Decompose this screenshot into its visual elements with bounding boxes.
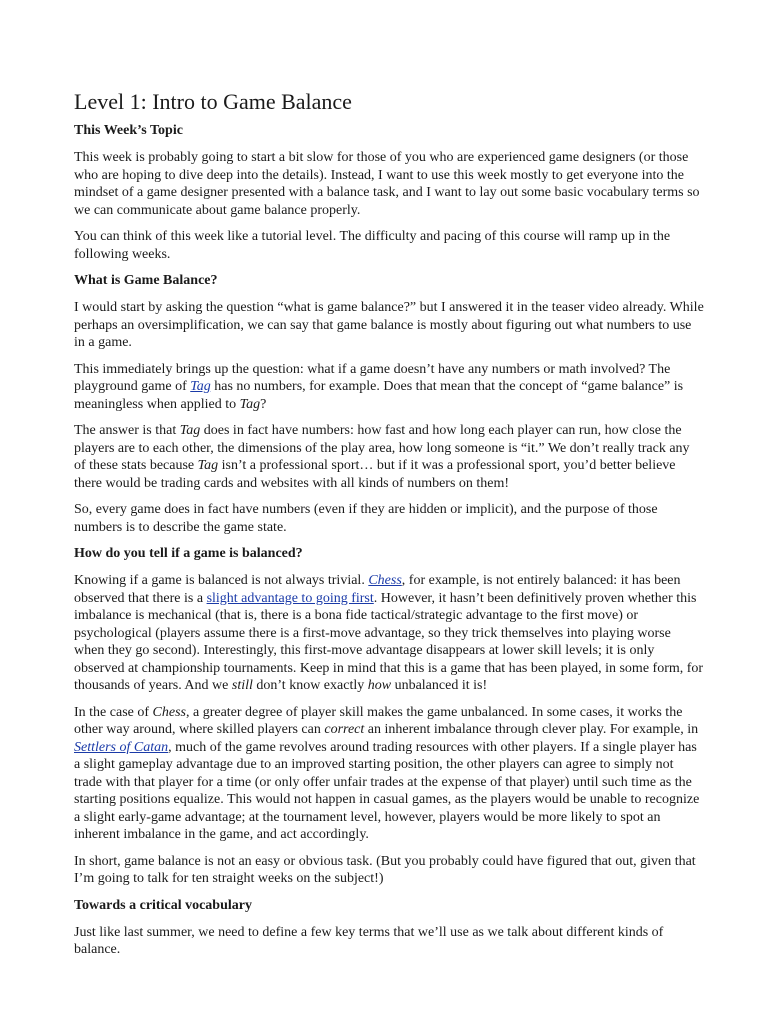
text-run: does in fact have numbers: how fast and how long each player can run, how close the players are to each other, the dimensions of the play area, how long someone is “it.” We don’t really track any of these stats because [74,423,690,473]
emphasis-chess: Chess [152,704,186,720]
text-run: , much of the game revolves around trading resources with other players. If a single player has a slight gameplay advantage due to an improved starting position, the other players can agree to simply not trade with that player for a time (or only offer unfair trades at the expense of that player) until such time as the starting positions equalize. This would not happen in casual games, as the players would be unable to recognize a slight early-game advantage; at the tournament level, however, players would be more likely to spot an inherent imbalance in the game, and act accordingly. [74,739,700,842]
text-run: don’t know exactly [252,678,368,693]
section-heading-this-weeks-topic: This Week’s Topic [74,123,183,138]
section-heading-what-is-game-balance: What is Game Balance? [74,273,218,288]
paragraph [74,422,704,492]
tag-link-text: Tag [190,379,211,394]
emphasis-correct: correct [324,722,365,737]
paragraph: So, every game does in fact have numbers (even if they are hidden or implicit), and the purpose of those numbers is to describe the game state. [74,502,658,535]
emphasis-tag: Tag [197,458,219,473]
paragraph: This week is probably going to start a bit slow for those of you who are experienced game designers (or those who are hoping to dive deep into the details). Instead, I want to use this week mostly to get everyone into the mindset of a game designer presented with a balance task, and I want to lay out some basic vocabulary terms so we can communicate about game balance properly. [74,150,700,218]
text-run: This immediately brings up the question: what if a game doesn’t have any numbers or math involved? The playground game of [74,361,671,394]
paragraph: In short, game balance is not an easy or obvious task. (But you probably could have figured that out, given that I’m going to talk for ten straight weeks on the subject!) [74,853,696,886]
text-run: . However, it hasn’t been definitively proven whether this imbalance is mechanical (that is, there is a bona fide tactical/strategic advantage to the first move) or psychological (players assume there is a first-move advantage, so they trick themselves into playing worse when they go second). Interestingly, this first-move advantage disappears at lower skill levels; it is only observed at championship tournaments. Keep in mind that this is a game that has been played, in some form, for thousands of years. And we [74,590,704,693]
text-run: an inherent imbalance through clever play. For example, in [364,722,699,737]
text-run: unbalanced it is! [391,678,488,693]
document-page [74,88,704,968]
paragraph [74,361,704,414]
emphasis-tag: Tag [239,396,261,412]
paragraph: I would start by asking the question “what is game balance?” but I answered it in the teaser video already. While perhaps an oversimplification, we can say that game balance is mostly about figuring out what numbers to use in a game. [74,300,704,350]
text-run: , a greater degree of player skill makes the game unbalanced. In some cases, it works the other way around, where skilled players can [74,704,683,737]
chess-link[interactable] [368,573,401,588]
section-heading-how-to-tell-balanced: How do you tell if a game is balanced? [74,546,303,561]
emphasis-still: still [231,678,253,693]
text-run: , for example, is not entirely balanced: it has been observed that there is a [74,573,681,606]
emphasis-tag: Tag [179,423,201,438]
paragraph [74,704,704,844]
settlers-of-catan-link-text: Settlers of Catan [74,739,169,755]
text-run: has no numbers, for example. Does that mean that the concept of “game balance” is meaningless when applied to [74,379,684,412]
text-run: isn’t a professional sport… but if it was a professional sport, you’d better believe there would be trading cards and websites with all kinds of numbers on them! [74,458,676,491]
text-run: ? [260,396,267,412]
first-move-advantage-link[interactable]: slight advantage to going first [206,590,374,606]
paragraph: You can think of this week like a tutorial level. The difficulty and pacing of this course will ramp up in the following weeks. [74,229,671,262]
chess-link-text: Chess [368,573,402,588]
section-heading-critical-vocabulary: Towards a critical vocabulary [74,897,252,913]
settlers-of-catan-link[interactable] [74,740,168,755]
paragraph: Just like last summer, we need to define a few key terms that we’ll use as we talk about different kinds of balance. [74,924,664,957]
emphasis-how: how [367,678,392,693]
page-title: Level 1: Intro to Game Balance [74,89,352,114]
text-run: The answer is that [74,423,180,438]
text-run: Knowing if a game is balanced is not always trivial. [74,573,369,588]
tag-link[interactable] [190,379,211,394]
paragraph [74,572,704,695]
text-run: In the case of [74,704,153,720]
